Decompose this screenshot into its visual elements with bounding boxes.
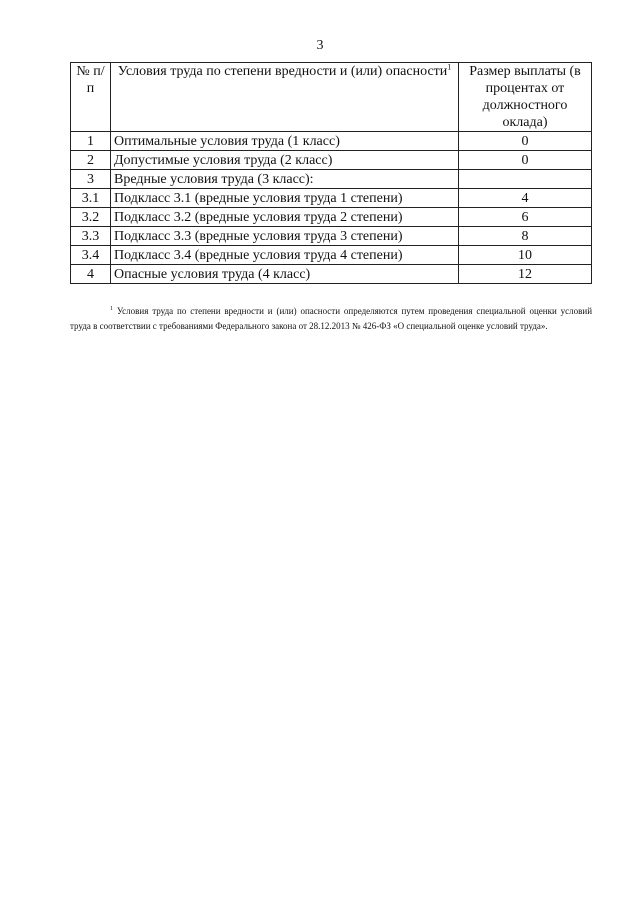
payment-table — [70, 62, 592, 284]
row-value: 8 — [459, 227, 592, 246]
header-num: № п/п — [71, 63, 111, 132]
row-condition: Вредные условия труда (3 класс): — [111, 170, 459, 189]
footnote — [70, 304, 592, 334]
row-value: 0 — [459, 132, 592, 151]
row-value: 12 — [459, 265, 592, 284]
table-row — [71, 151, 592, 170]
row-value: 0 — [459, 151, 592, 170]
footnote-ref: 1 — [447, 62, 452, 72]
row-condition: Опасные условия труда (4 класс) — [111, 265, 459, 284]
row-value: 10 — [459, 246, 592, 265]
row-num: 3.4 — [71, 246, 111, 265]
table-row — [71, 227, 592, 246]
row-condition: Допустимые условия труда (2 класс) — [111, 151, 459, 170]
row-condition: Подкласс 3.1 (вредные условия труда 1 степени) — [111, 189, 459, 208]
header-payment: Размер выплаты (в процентах от должностного оклада) — [459, 63, 592, 132]
footnote-text: Условия труда по степени вредности и (или) опасности определяются путем проведения специальной оценки условий труда в соответствии с требованиями Федерального закона от 28.12.2013 № 426-ФЗ «О специальной оценке условий труда». — [70, 306, 593, 331]
row-num: 3 — [71, 170, 111, 189]
table-row — [71, 246, 592, 265]
row-value — [459, 170, 592, 189]
row-condition: Подкласс 3.4 (вредные условия труда 4 степени) — [111, 246, 459, 265]
footnote-mark: 1 — [110, 306, 113, 312]
table-row — [71, 170, 592, 189]
row-condition: Подкласс 3.3 (вредные условия труда 3 степени) — [111, 227, 459, 246]
row-num: 3.3 — [71, 227, 111, 246]
row-condition: Оптимальные условия труда (1 класс) — [111, 132, 459, 151]
table-header-row — [71, 63, 592, 132]
row-num: 1 — [71, 132, 111, 151]
row-num: 2 — [71, 151, 111, 170]
header-condition — [111, 63, 459, 132]
row-num: 3.2 — [71, 208, 111, 227]
row-value: 6 — [459, 208, 592, 227]
table-row — [71, 132, 592, 151]
row-num: 4 — [71, 265, 111, 284]
row-num: 3.1 — [71, 189, 111, 208]
table-row — [71, 208, 592, 227]
row-value: 4 — [459, 189, 592, 208]
row-condition: Подкласс 3.2 (вредные условия труда 2 степени) — [111, 208, 459, 227]
table-row — [71, 265, 592, 284]
table-row — [71, 189, 592, 208]
page-number: 3 — [316, 38, 324, 53]
header-condition-text: Условия труда по степени вредности и (или) опасности — [117, 64, 448, 79]
